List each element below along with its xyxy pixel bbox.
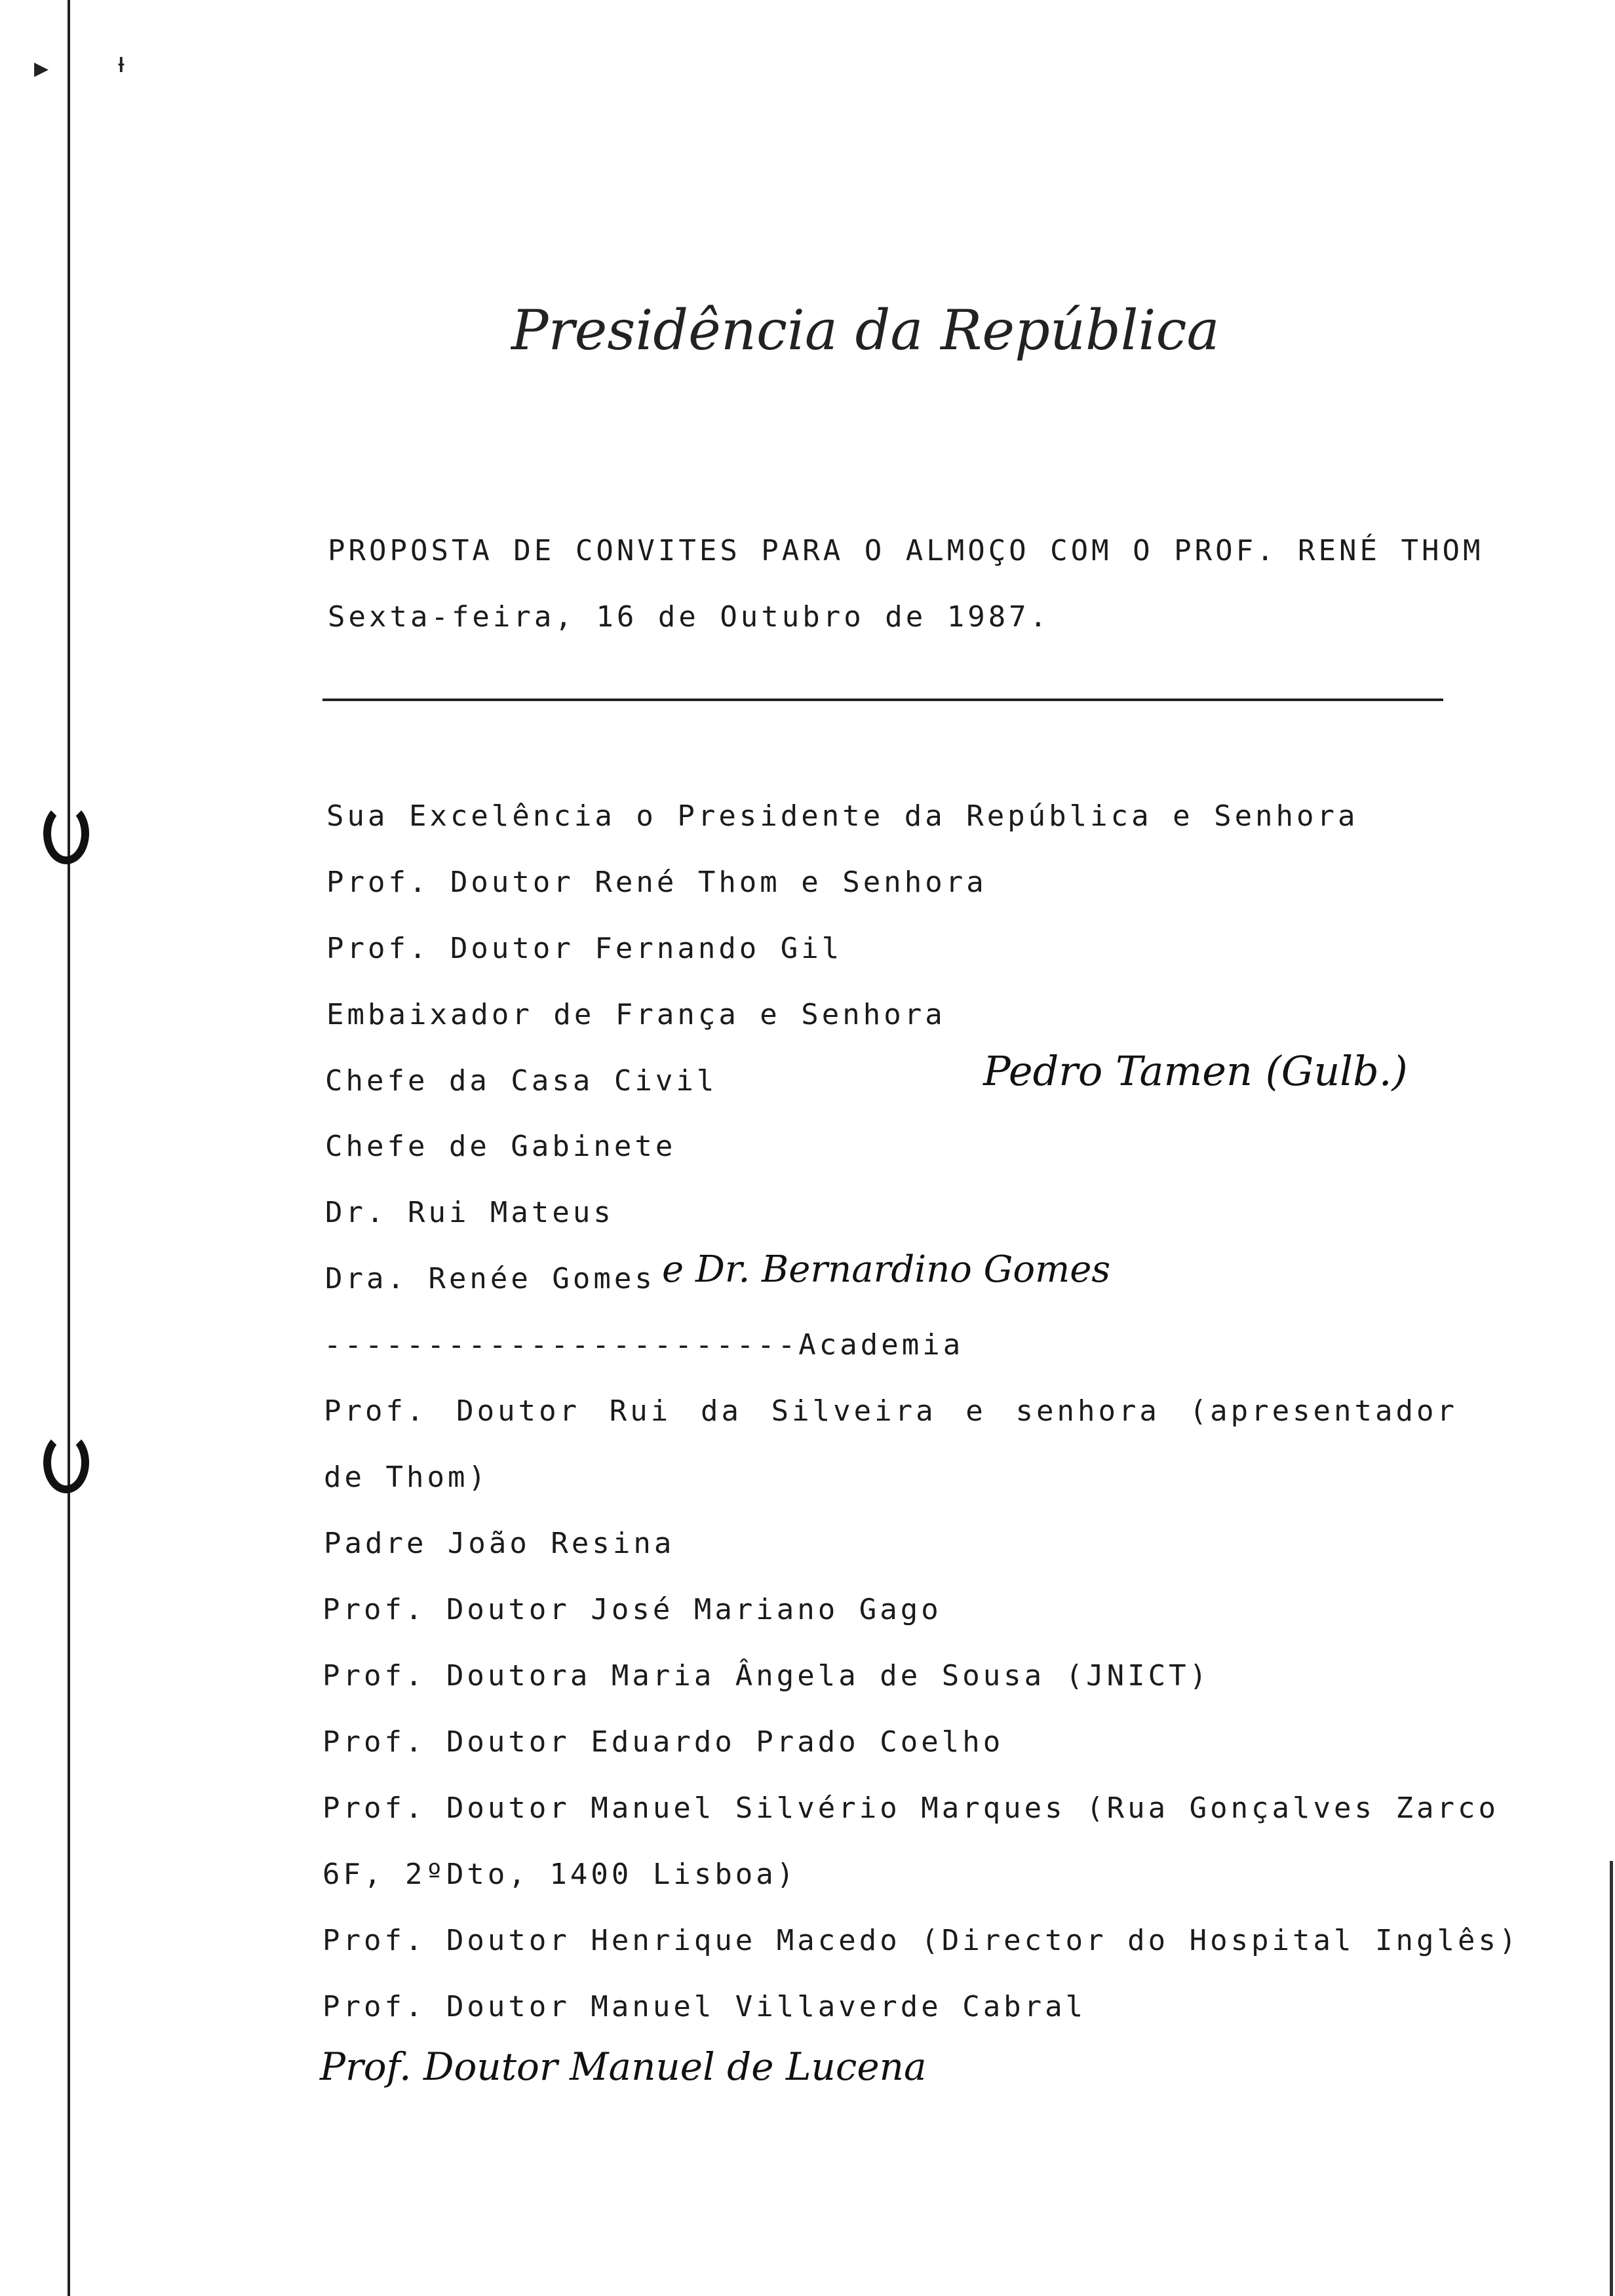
guest-line: Sua Excelência o Presidente da República e Senhora — [326, 799, 1359, 833]
letterhead: Presidência da República — [511, 298, 1220, 362]
guest-line: Prof. Doutor Fernando Gil — [326, 932, 843, 965]
guest-line: Chefe de Gabinete — [325, 1130, 676, 1163]
guest-line: Prof. Doutor José Mariano Gago — [322, 1593, 942, 1626]
scan-mark: ᵼ — [118, 46, 125, 79]
handwritten-note: Pedro Tamen (Gulb.) — [983, 1047, 1408, 1095]
handwritten-note: e Dr. Bernardino Gomes — [662, 1248, 1111, 1291]
guest-line: Prof. Doutor Manuel Villaverde Cabral — [322, 1990, 1087, 2023]
document-date: Sexta-feira, 16 de Outubro de 1987. — [328, 600, 1051, 634]
document-title: PROPOSTA DE CONVITES PARA O ALMOÇO COM O PROF. RENÉ THOM — [328, 534, 1484, 567]
scan-mark: ▸ — [34, 51, 49, 85]
guest-line: Prof. Doutor René Thom e Senhora — [326, 866, 987, 899]
guest-line: Prof. Doutor Manuel Silvério Marques (Rua Gonçalves Zarco — [322, 1791, 1499, 1825]
binder-line — [68, 0, 70, 2296]
punch-hole — [43, 1432, 89, 1493]
handwritten-guest: Prof. Doutor Manuel de Lucena — [320, 2044, 927, 2089]
guest-line: Dra. Renée Gomes — [325, 1262, 655, 1295]
divider-rule — [322, 698, 1443, 701]
guest-line: Chefe da Casa Civil — [325, 1064, 718, 1098]
guest-line: Padre João Resina — [324, 1527, 675, 1560]
guest-line: Prof. Doutora Maria Ângela de Sousa (JNICT) — [322, 1659, 1211, 1693]
punch-hole — [43, 803, 89, 864]
guest-line: 6F, 2ºDto, 1400 Lisboa) — [322, 1858, 798, 1891]
guest-line: Prof. Doutor Rui da Silveira e senhora (apresentador — [324, 1394, 1458, 1428]
guest-line: Prof. Doutor Henrique Macedo (Director do Hospital Inglês) — [322, 1924, 1520, 1957]
page-edge — [1610, 1861, 1613, 2296]
guest-line: Embaixador de França e Senhora — [326, 998, 946, 1031]
guest-line: de Thom) — [324, 1461, 489, 1494]
guest-line: Prof. Doutor Eduardo Prado Coelho — [322, 1725, 1004, 1759]
guest-line: Dr. Rui Mateus — [325, 1196, 614, 1229]
section-divider: -----------------------Academia — [324, 1328, 964, 1362]
